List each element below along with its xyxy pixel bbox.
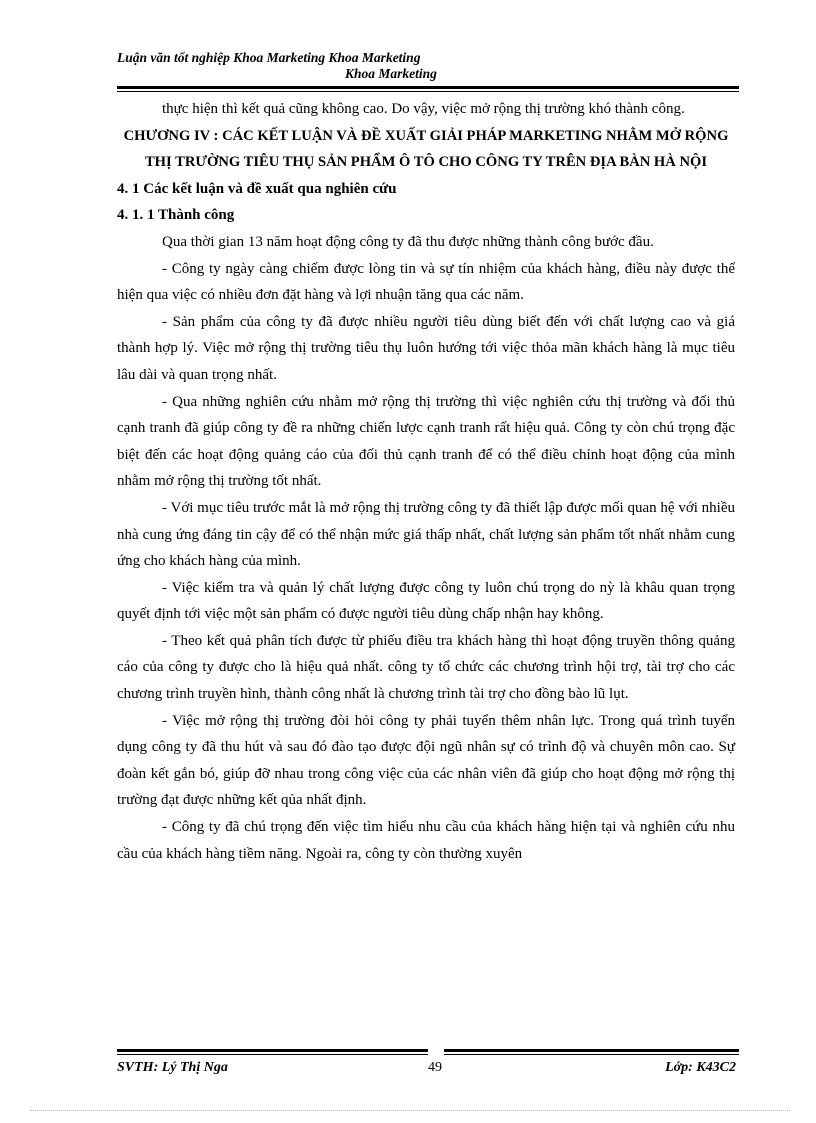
header-line-2: Khoa Marketing: [345, 66, 437, 81]
header-rule: [117, 86, 739, 92]
page-bottom-border: [30, 1110, 790, 1111]
body-paragraph: - Việc kiểm tra và quản lý chất lượng được công ty luôn chú trọng do nỳ là khâu quan trọng quyết định tới việc một sản phẩm có được người tiêu dùng chấp nhận hay không.: [117, 579, 735, 623]
body-paragraph: - Qua những nghiên cứu nhằm mở rộng thị trường thì việc nghiên cứu thị trường và đối thủ cạnh tranh đã giúp công ty đề ra những chiến lược cạnh tranh rất hiệu quả. Công ty còn chú trọng đặc biệt đến các hoạt động quảng cáo của đối thủ cạnh tranh để có thể điều chỉnh hoạt động của mình nhằm mở rộng thị trường tốt nhất.: [117, 393, 735, 490]
page-header: [117, 50, 737, 82]
body-paragraph: - Công ty đã chú trọng đến việc tìm hiểu nhu cầu của khách hàng hiện tại và nghiên cứu nhu cầu của khách hàng tiềm năng. Ngoài ra, công ty còn thường xuyên: [117, 819, 735, 862]
footer-rule-left: [117, 1049, 428, 1055]
footer-page-number: 49: [428, 1060, 442, 1075]
body-paragraph: - Với mục tiêu trước mắt là mở rộng thị trường công ty đã thiết lập được mối quan hệ với nhiều nhà cung ứng đáng tin cậy để có thể nhận mức giá thấp nhất, chất lượng sản phẩm tốt nhất nhằm cung ứng cho khách hàng của mình.: [117, 499, 735, 570]
body-paragraph: Qua thời gian 13 năm hoạt động công ty đã thu được những thành công bước đầu.: [162, 233, 654, 250]
body-paragraph: - Công ty ngày càng chiếm được lòng tin và sự tín nhiệm của khách hàng, điều này được thể hiện qua việc có nhiều đơn đặt hàng và lợi nhuận tăng qua các năm.: [117, 260, 735, 304]
body-paragraph: - Việc mở rộng thị trường đòi hỏi công ty phải tuyển thêm nhân lực. Trong quá trình tuyển dụng công ty đã thu hút và sau đó đào tạo được đội ngũ nhân sự có trình độ và chuyên môn cao. Sự đoàn kết gắn bó, giúp đỡ nhau trong công việc của các nhân viên đã giúp cho hoạt động mở rộng thị trường đạt được những kết qủa nhất định.: [117, 712, 735, 809]
header-line-1: Luận văn tốt nghiệp Khoa Marketing Khoa Marketing: [117, 50, 421, 65]
body-paragraph: - Sản phẩm của công ty đã được nhiều người tiêu dùng biết đến với chất lượng cao và giá thành hợp lý. Việc mở rộng thị trường tiêu thụ luôn hướng tới việc thỏa mãn khách hàng là mục tiêu lâu dài và quan trọng nhất.: [117, 313, 735, 383]
footer-author: SVTH: Lý Thị Nga: [117, 1060, 228, 1075]
page-body: [117, 96, 735, 867]
body-paragraph: - Theo kết quả phân tích được từ phiếu điều tra khách hàng thì hoạt động truyền thông quảng cáo của công ty được cho là hiệu quả nhất. công ty tổ chức các chương trình hội trợ, tài trợ cho các chương trình truyền hình, thành công nhất là chương trình tài trợ cho đồng bào lũ lụt.: [117, 632, 735, 703]
continued-paragraph: thực hiện thì kết quả cũng không cao. Do vậy, việc mở rộng thị trường khó thành công.: [162, 101, 685, 117]
section-heading-4-1: 4. 1 Các kết luận và đề xuất qua nghiên cứu: [117, 180, 397, 197]
chapter-title: CHƯƠNG IV : CÁC KẾT LUẬN VÀ ĐỀ XUẤT GIẢI PHÁP MARKETING NHẰM MỞ RỘNG THỊ TRƯỜNG TIÊU THỤ SẢN PHẨM Ô TÔ CHO CÔNG TY TRÊN ĐỊA BÀN HÀ NỘI: [123, 127, 729, 171]
footer-rule-right: [444, 1049, 739, 1055]
section-heading-4-1-1: 4. 1. 1 Thành công: [117, 207, 235, 224]
footer-class: Lớp: K43C2: [665, 1060, 736, 1075]
